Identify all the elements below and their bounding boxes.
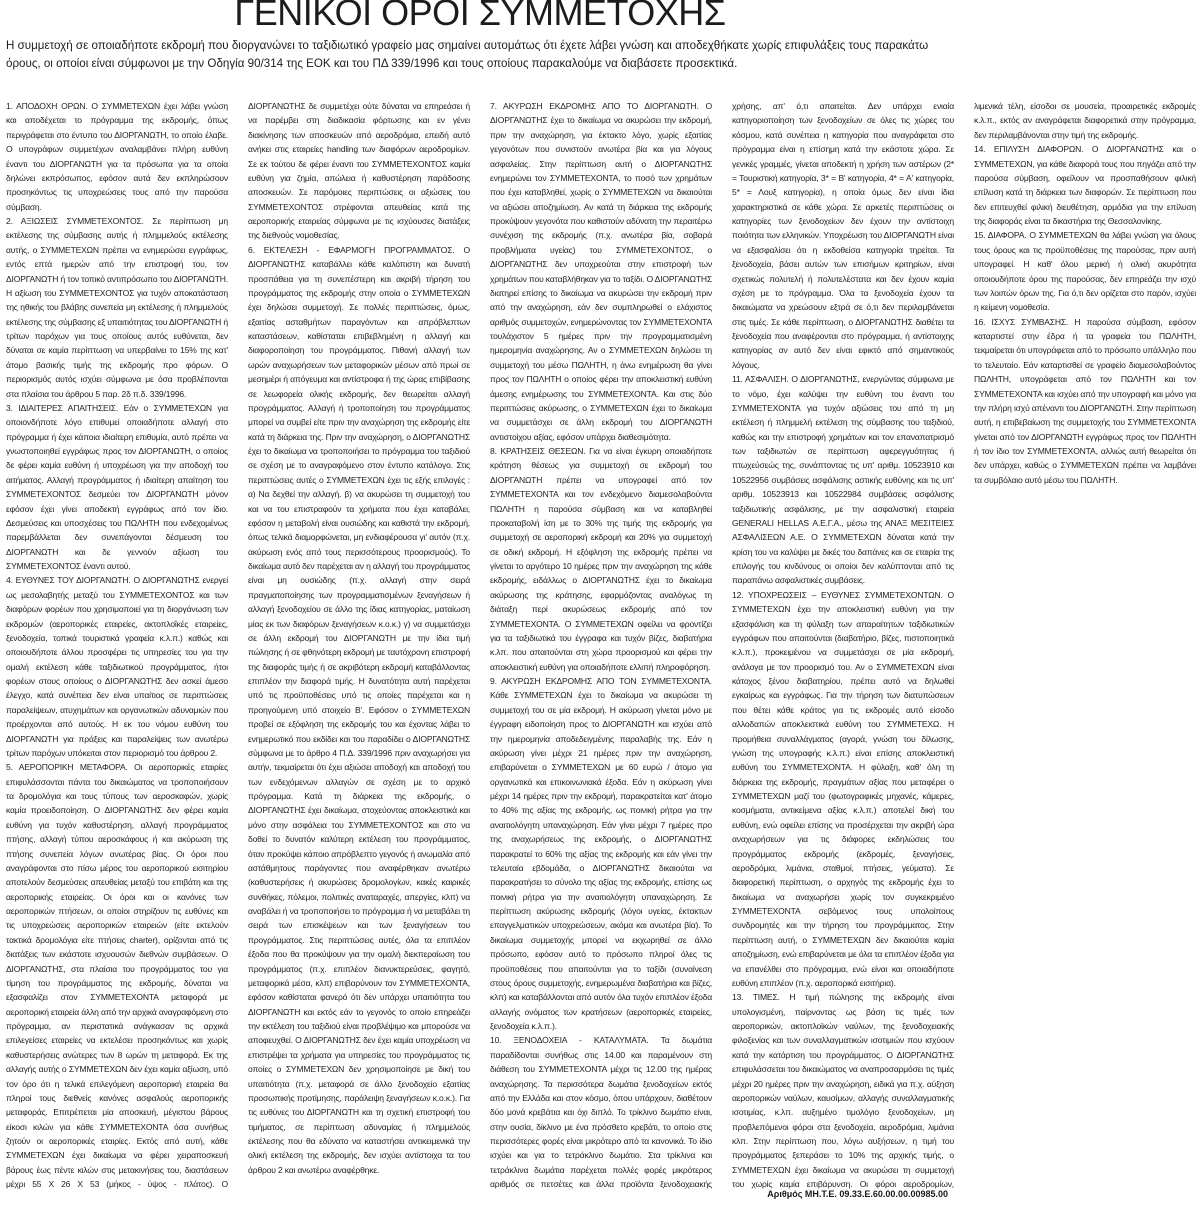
term-section-heading: 5. ΑΕΡΟΠΟΡΙΚΗ ΜΕΤΑΦΟΡΑ. <box>6 762 128 773</box>
term-section <box>490 444 712 674</box>
term-section-heading: 14. ΕΠΙΛΥΣΗ ΔΙΑΦΟΡΩΝ. <box>974 144 1084 155</box>
page-title: ΓΕΝΙΚΟΙ ΟΡΟΙ ΣΥΜΜΕΤΟΧΗΣ <box>234 0 726 33</box>
term-section-heading: 8. ΚΡΑΤΗΣΕΙΣ ΘΕΣΕΩΝ. <box>490 446 586 456</box>
term-section-heading: 10. ΞΕΝΟΔΟΧΕΙΑ - ΚΑΤΑΛΥΜΑΤΑ. <box>490 1035 649 1046</box>
term-section-heading: 1. ΑΠΟΔΟΧΗ ΟΡΩΝ. <box>6 101 88 111</box>
term-section-heading: 12. ΥΠΟΧΡΕΩΣΕΙΣ – ΕΥΘΥΝΕΣ ΣΥΜΜΕΤΕΧΟΝΤΩΝ. <box>732 589 943 600</box>
term-section <box>732 588 954 991</box>
term-section-text: Ο ΔΙΟΡΓΑΝΩΤΗΣ έχει το δικαίωμα να ακυρώσει την εκδρομή, πριν την αναχώρηση, για έκτακτο λόγο, χωρίς εξαιτίας γεγονότων που συνιστούν ανωτέρα βία και για λόγους ασφαλείας. Στην περίπτωση αυτή ο ΔΙΟΡΓΑΝΩΤΗΣ ενημερώνει τον ΣΥΜΜΕΤΕΧΟΝΤΑ, το ποσό των χρημάτων που έχει καταβληθεί, χωρίς ο ΣΥΜΜΕΤΕΧΩΝ να δικαιούται να αξιώσει αποζημίωση. Αν κατά τη διάρκεια της εκδρομής προκύψουν γεγονότα που καθιστούν αδύνατη την περαιτέρω συνέχιση της εκδρομής (π.χ. ανωτέρα βία, σοβαρά προβλήματα υγείας) του ΣΥΜΜΕΤΕΧΟΝΤΟΣ, ο ΔΙΟΡΓΑΝΩΤΗΣ δεν υποχρεούται στην επιστροφή των χρημάτων που καταβλήθηκαν για το ταξίδι. Ο ΔΙΟΡΓΑΝΩΤΗΣ διατηρεί επίσης το δικαίωμα να ακυρώσει την εκδρομή πριν από την αναχώρηση, εάν δεν συμπληρωθεί ο ελάχιστος αριθμός συμμετοχών, ενημερώνοντας τον ΣΥΜΜΕΤΕΧΟΝΤΑ τουλάχιστον 5 ημέρες πριν την προγραμματισμένη ημερομηνία αναχώρησης. Αν ο ΣΥΜΜΕΤΕΧΩΝ δηλώσει τη συμμετοχή του μέσω ΠΩΛΗΤΗ, η άνω ενημέρωση θα γίνει προς τον ΠΩΛΗΤΗ ο οποίος φέρει την αποκλειστική ευθύνη άμεσης ενημέρωσης του ΣΥΜΜΕΤΕΧΟΝΤΑ. Και στις δύο περιπτώσεις ακύρωσης, ο ΣΥΜΜΕΤΕΧΩΝ έχει το δικαίωμα να συμμετάσχει σε άλλη εκδρομή του ΔΙΟΡΓΑΝΩΤΗ αντιστοίχου αξίας, εφόσον υπάρχει διαθεσιμότητα. <box>490 101 712 442</box>
term-section <box>490 99 712 444</box>
term-section-text: Οι αεροπορικές εταιρίες επιφυλάσσονται πάντα του δικαιώματος να τροποποιήσουν τα δρομολόγια και τους τύπους των αεροσκαφών, χωρίς καμία προειδοποίηση. Ο ΔΙΟΡΓΑΝΩΤΗΣ δεν φέρει καμία ευθύνη για τυχόν καθυστέρηση, αλλαγή προγράμματος πτήσης, αλλαγή τύπου αεροσκάφους ή και ακύρωση της πτήσης συνεπεία λόγων ανωτέρας βίας. Οι όροι που αναγράφονται στο πίσω μέρος του αεροπορικού εισιτηρίου αποτελούν δεσμεύσεις απευθείας μεταξύ του επιβάτη και της αεροπορικής εταιρείας. Οι όροι και οι κανόνες των αεροπορικών πτήσεων, οι οποίοι στηρίζουν τις ευθύνες και τις υποχρεώσεις αεροπορικών εταιρειών (είτε εκτελούν τακτικά δρομολόγια είτε πτήσεις charter), ορίζονται από τις διατάξεις των εκάστοτε ισχυουσών διεθνών συμβάσεων. Ο ΔΙΟΡΓΑΝΩΤΗΣ, στα πλαίσια του προγράμματος του για τίμηση του προγράμματος της εκδρομής, δύναται να εξασφαλίζει στον ΣΥΜΜΕΤΕΧΟΝΤΑ μεταφορά με αεροπορική εταιρεία άλλη από την αρχικά αναγραφόμενη στο πρόγραμμα, αν περιστατικά ανάγκασαν τις αρχικά επιλεγείσες εταιρείες να εκτελέσει προσηκόντως και χωρίς καθυστερήσεις ανώτερες των 8 ωρών τη μεταφορά. Εκ της αλλαγής αυτής ο ΣΥΜΜΕΤΕΧΩΝ δεν έχει καμία αξίωση, υπό τον όρο ότι η τελικά επιλεγόμενη αεροπορική εταιρεία θα πληροί τους διεθνείς κανόνες ασφαλούς αεροπορικής μεταφοράς. Επιτρέπεται μία αποσκευή, μέγιστου βάρους είκοσι κιλών για κάθε ΣΥΜΜΕΤΕΧΟΝΤΑ όσα συνήθως ζητούν οι αεροπορικές εταιρίες. Εκτός από αυτή, κάθε ΣΥΜΜΕΤΕΧΩΝ έχει δικαίωμα να φέρει χειραποσκευή βάρους έως πέντε κιλών στις μετακινήσεις του, διαστάσεων μέχρι 55 Χ 26 Χ 53 (μήκος - ύψος - πλάτος). Ο ΔΙΟΡΓΑΝΩΤΗΣ δε συμμετέχει ούτε δύναται να επηρεάσει ή να παρέμβει στη διαδικασία φόρτωσης και εν γένει διακίνησης των αποσκευών από αεροδρόμια, επειδή αυτό ανήκει στις εταιρείες handling των διαφόρων αεροδρομίων. Σε εκ τούτου δε φέρει έναντι του ΣΥΜΜΕΤΕΧΟΝΤΟΣ καμία ευθύνη για ζημία, απώλεια ή καθυστέρηση παράδοσης αποσκευών. Σε παρόμοιες περιπτώσεις οι αξιώσεις του ΣΥΜΜΕΤΕΧΟΝΤΟΣ στρέφονται απευθείας κατά της αεροπορικής εταιρείας σύμφωνα με τις ισχύουσες διατάξεις της διεθνούς νομοθεσίας. <box>6 101 470 1190</box>
term-section-text: Εάν ο ΣΥΜΜΕΤΕΧΩΝ για οποιονδήποτε λόγο επιθυμεί οποιαδήποτε αλλαγή στο πρόγραμμα ή έχει κάποια ιδιαίτερη επιθυμία, αυτό πρέπει να γνωστοποιηθεί εγγράφως προς τον ΔΙΟΡΓΑΝΩΤΗ, ο οποίος δε φέρει καμία ευθύνη ή υποχρέωση για την αποδοχή του αιτήματος. Αλλαγή προγράμματος ή ιδιαίτερη απαίτηση του ΣΥΜΜΕΤΕΧΟΝΤΟΣ δεσμεύει τον ΔΙΟΡΓΑΝΩΤΗ μόνον εφόσον έχει γίνει αποδεκτή εγγράφως από τον ίδιο. Δεσμεύσεις και υποσχέσεις του ΠΩΛΗΤΗ που ενδεχομένως παρεμβάλλεται δεν συνεπάγονται δέσμευση του ΔΙΟΡΓΑΝΩΤΗ και δε γεννούν αξίωση του ΣΥΜΜΕΤΕΧΟΝΤΟΣ έναντι αυτού. <box>6 402 228 571</box>
term-section-text: Κάθε ΣΥΜΜΕΤΕΧΩΝ έχει το δικαίωμα να ακυρώσει τη συμμετοχή του σε μία εκδρομή. Η ακύρωση γίνεται μόνο με έγγραφη ειδοποίηση προς το ΔΙΟΡΓΑΝΩΤΗ και ισχύει από την ημερομηνία αποδεδειγμένης παραλαβής της. Εάν η ακύρωση γίνει μέχρι 21 ημέρες πριν την αναχώρηση, επιβαρύνεται ο ΣΥΜΜΕΤΕΧΩΝ με 60 ευρώ / άτομο για οργανωτικά και επικοινωνιακά έξοδα. Εάν η ακύρωση γίνει μέχρι 14 ημέρες πριν την εκδρομή, παρακρατείται κατ' άτομο το 40% της αξίας της εκδρομής, ως ποινική ρήτρα για την αναιτιολόγητη υπαναχώρηση. Εάν γίνει μέχρι 7 ημέρες προ της αναχωρήσεως της εκδρομής, ο ΔΙΟΡΓΑΝΩΤΗΣ παρακρατεί το 60% της αξίας της εκδρομής και εάν γίνει την τελευταία εβδομάδα, ο ΔΙΟΡΓΑΝΩΤΗΣ δικαιούται να παρακρατήσει το σύνολο της αξίας της εκδρομής, επίσης ως ποινική ρήτρα για την αναιτιολόγητη υπαναχώρηση. Σε περίπτωση ακύρωσης εκδρομής (λόγοι υγείας, έκτακτων επαγγελματικών υποχρεώσεων, ακόμα και ανωτέρα βία). Το δικαίωμα συμμετοχής μπορεί να εκχωρηθεί σε άλλο πρόσωπο, εφόσον αυτό το πρόσωπο πληροί όλες τις προϋποθέσεις που απαιτούνται για το ταξίδι (συναίνεση στους όρους συμμετοχής, ενημερωμένα διαβατήρια και βίζες, κλπ) και καταβάλλονται από αυτόν όλα τυχόν επιπλέον έξοδα αλλαγής ονόματος των κρατήσεων (αεροπορικές εταιρείες, ξενοδοχεία κ.λ.π.). <box>490 690 712 1031</box>
term-section <box>6 401 228 574</box>
term-section <box>974 228 1196 314</box>
term-section <box>974 315 1196 488</box>
term-section-text: Ο ΔΙΟΡΓΑΝΩΤΗΣ καταβάλλει κάθε καλόπιστη και δυνατή προσπάθεια για τη συνεπέστερη και ακριβή τήρηση του προγράμματος της εκδρομής στην οποία ο ΣΥΜΜΕΤΕΧΩΝ έχει δηλώσει συμμετοχή. Σε πολλές περιπτώσεις, όμως, εξαιτίας ασταθμήτων παραγόντων και απρόβλεπτων καταστάσεων, καθίσταται επιβεβλημένη η αλλαγή και διαφοροποίηση του προγράμματος. Πιθανή αλλαγή των ωρών αναχωρήσεων των μεταφορικών μέσων από πρωί σε μεσημέρι ή απόγευμα και αντίστροφα ή της ώρας επιβίβασης σε λεωφορεία ολικής εκδρομής, δεν θεωρείται αλλαγή προγράμματος. Αλλαγή ή τροποποίηση του προγράμματος μπορεί να συμβεί είτε πριν την αναχώρηση της εκδρομής είτε κατά τη διάρκεια της. Πριν την αναχώρηση, ο ΔΙΟΡΓΑΝΩΤΗΣ έχει το δικαίωμα να τροποποιήσει το πρόγραμμα του ταξιδιού σε σχέση με το αναγραφόμενο στον έντυπο κατάλογο. Στις περιπτώσεις αυτές ο ΣΥΜΜΕΤΕΧΩΝ έχει τις εξής επιλογές : α) Να δεχθεί την αλλαγή. β) να ακυρώσει τη συμμετοχή του και να του επιστραφούν τα χρήματα που έχει καταβάλει, εφόσον η μεταβολή είναι ουσιώδης και καθιστά την εκδρομή, όπως τελικά διαμορφώνεται, μη ενδιαφέρουσα γι' αυτόν (π.χ. ακύρωση ενός από τους περισσότερους προορισμούς). Το δικαίωμα αυτό δεν παρέχεται αν η αλλαγή του προγράμματος είναι μη ουσιώδης (π.χ. αλλαγή στην σειρά πραγματοποίησης των προγραμματισμένων ξεναγήσεων ή αλλαγή ξενοδοχείου σε άλλο της ίδιας κατηγορίας, ματαίωση μίας εκ των διαφόρων ξεναγήσεων κ.ο.κ.) γ) να συμμετάσχει σε άλλη εκδρομή του ΔΙΟΡΓΑΝΩΤΗ με την ίδια τιμή πώλησης ή σε φθηνότερη εκδρομή με ταυτόχρονη επιστροφή της διαφοράς τιμής ή σε ακριβότερη εκδρομή καταβάλλοντας επιπλέον την διαφορά τιμής. Η δυνατότητα αυτή παρέχεται υπό τις προϋποθέσεις υπό τις οποίες παρέχεται και η προηγούμενη υπό στοιχείο Β'. Εφόσον ο ΣΥΜΜΕΤΕΧΩΝ προβεί σε εξόφληση της εκδρομής του και έχοντας λάβει το ενημερωτικό που εκδίδει και του παραδίδει ο ΔΙΟΡΓΑΝΩΤΗΣ σύμφωνα με το άρθρο 4 Π.Δ. 339/1996 πριν αναχωρήσει για αυτήν, τεκμαίρεται ότι έχει αξιώσει αποδοχή και αποδοχή του των ενδεχόμενων αλλαγών σε σχέση με το αρχικό πρόγραμμα. Κατά τη διάρκεια της εκδρομής, ο ΔΙΟΡΓΑΝΩΤΗΣ έχει δικαίωμα, στοχεύοντας αποκλειστικά και μόνο στην ασφάλεια του ΣΥΜΜΕΤΕΧΟΝΤΟΣ και στο να δοθεί το δυνατόν καλύτερη εκτέλεση του προγράμματος, όταν προκύψει κάποιο απρόβλεπτο γεγονός ή ανωμαλία από αστάθμητους παράγοντες που αναφέρθηκαν ανωτέρω (καθυστερήσεις ή ακυρώσεις δρομολογίων, κακές καιρικές συνθήκες, πόλεμοι, πολιτικές αναταραχές, απεργίες, κλπ) να αναβάλει ή να τροποποιήσει το πρόγραμμα ή να μεταβάλει τη σειρά των επισκέψεων και των ξεναγήσεων του προγράμματος. Στις περιπτώσεις αυτές, όλα τα επιπλέον έξοδα που θα προκύψουν για την ομαλή διεκπεραίωση του προγράμματος (π.χ. επιπλέον διανυκτερεύσεις, φαγητό, μεταφορικά μέσα, κλπ) επιβαρύνουν τον ΣΥΜΜΕΤΕΧΟΝΤΑ, εφόσον καθίσταται φανερό ότι δεν υπάρχει υπαιτιότητα του ΔΙΟΡΓΑΝΩΤΗ και εκτός εάν το γεγονός το οποίο επηρεάζει την εκτέλεση του ταξιδιού είναι προβλέψιμο και μπορούσε να αποφευχθεί. Ο ΔΙΟΡΓΑΝΩΤΗΣ δεν έχει καμία υποχρέωση να επιστρέψει τα χρήματα για υπηρεσίες του προγράμματος τις οποίες ο ΣΥΜΜΕΤΕΧΩΝ δεν χρησιμοποίησε με δική του υπαιτιότητα (π.χ. μεταφορά σε άλλο ξενοδοχείο εξαιτίας προσωπικής προτίμησης, παράλειψη ξεναγήσεων κ.ο.κ.). Για τις ευθύνες του ΔΙΟΡΓΑΝΩΤΗ και τη σχετική επιστροφή του τιμήματος, σε περίπτωση αδυναμίας ή πλημμελούς εκτέλεσης που θα εδύνατο να καταστήσει αντικειμενικά την ολική εκτέλεση της εκδρομής, δεν ισχύει αντίστοιχα τα του άρθρου 2 και ανωτέρω αναφέρθηκε. <box>248 244 470 1175</box>
term-section-heading: 13. ΤΙΜΕΣ. <box>732 992 780 1003</box>
term-section-text: Ο ΔΙΟΡΓΑΝΩΤΗΣ και ο ΣΥΜΜΕΤΕΧΩΝ, για κάθε διαφορά τους που πηγάζει από την παρούσα σύμβαση, οφείλουν να προσπαθήσουν φιλική επίλυση κατά τη διάρκεια των διαφορών. Σε περίπτωση που δεν επιτευχθεί φιλική διευθέτηση, αρμόδια για την επίλυση της διαφοράς είναι τα δικαστήρια της Θεσσαλονίκης. <box>974 144 1196 226</box>
term-section <box>732 372 954 588</box>
terms-columns <box>6 99 1196 1201</box>
term-section-text: Η παρούσα σύμβαση, εφόσον καταρτιστεί στην έδρα ή τα γραφεία του ΠΩΛΗΤΗ, τεκμαίρεται ότι υπογράφεται από το πρόσωπο υπάλληλο που το τελευταίο. Εάν καταρτισθεί σε γραφείο διαμεσολαβούντος ΠΩΛΗΤΗ, υπογράφεται από τον ΠΩΛΗΤΗ και τον ΣΥΜΜΕΤΕΧΟΝΤΑ και ισχύει από την υπογραφή και μόνο για την πλήρη ισχύ απέναντι του ΔΙΟΡΓΑΝΩΤΗ. Στην περίπτωση αυτή, η επιβεβαίωση της συμμετοχής του ΣΥΜΜΕΤΕΧΟΝΤΑ γίνεται από τον ΔΙΟΡΓΑΝΩΤΗ εγγράφως προς τον ΠΩΛΗΤΗ ή τον ίδιο τον ΣΥΜΜΕΤΕΧΟΝΤΑ, αλλιώς αυτή θεωρείται ότι δεν υπάρχει, καθώς ο ΣΥΜΜΕΤΕΧΩΝ πρέπει να λαμβάνει τα συμβόλαιο αυτό μέσω του ΠΩΛΗΤΗ. <box>974 316 1196 485</box>
term-section-text: Ο ΔΙΟΡΓΑΝΩΤΗΣ, ενεργώντας σύμφωνα με το νόμο, έχει καλύψει την ευθύνη του έναντι του ΣΥΜΜΕΤΕΧΟΝΤΑ για τυχόν αξιώσεις του από τη μη εκτέλεση ή πλημμελή εκτέλεση της σύμβασης του ταξιδιού, καθώς και την επιστροφή χρημάτων και τον επαναπατρισμό των ταξιδιωτών σε περίπτωση αφερεγγυότητας ή πτωχεύσεώς της, συνάπτοντας τις υπ' αριθμ. 10523910 και 10522956 συμβάσεις ασφάλισης αστικής ευθύνης και τις υπ' αριθμ. 10523913 και 10522984 συμβάσεις ασφάλισης ταξιδιωτικής ασφάλισης, με την ασφαλιστική εταιρεία GENERALI HELLAS Α.Ε.Γ.Α., μέσω της ΑΝΑΞ ΜΕΣΙΤΕΙΕΣ ΑΣΦΑΛΙΣΕΩΝ Α.Ε. Ο ΣΥΜΜΕΤΕΧΩΝ δύναται κατά την κρίση του να καλύψει με δικές του δαπάνες και σε εταιρία της επιλογής του κινδύνους οι οποίοι δεν καλύπτονται από τις παραπάνω ασφαλιστικές συμβάσεις. <box>732 374 954 586</box>
term-section-heading: 16. ΙΣΧΥΣ ΣΥΜΒΑΣΗΣ. <box>974 316 1069 327</box>
term-section-heading: 4. ΕΥΘΥΝΕΣ ΤΟΥ ΔΙΟΡΓΑΝΩΤΗ. <box>6 575 131 586</box>
term-section-heading: 11. ΑΣΦΑΛΙΣΗ. <box>732 374 789 385</box>
term-section <box>248 243 470 1177</box>
term-section <box>974 142 1196 228</box>
term-section-heading: 3. ΙΔΙΑΙΤΕΡΕΣ ΑΠΑΙΤΗΣΕΙΣ. <box>6 402 119 413</box>
term-section-heading: 2. ΑΞΙΩΣΕΙΣ ΣΥΜΜΕΤΕΧΟΝΤΟΣ. <box>6 216 144 226</box>
term-section-text: Τα δωμάτια παραδίδονται συνήθως στις 14.00 και παραμένουν στη διάθεση του ΣΥΜΜΕΤΕΧΟΝΤΑ μέχρι τις 12.00 της ημέρας αναχώρησης. Τα περισσότερα δωμάτια ξενοδοχείων εκτός από την Ελλάδα και στον κόσμο, όπου υπάρχουν, διαθέτουν δύο μονά κρεβάτια και όχι διπλό. Το τρίκλινο δωμάτιο είναι, στην ουσία, δίκλινο με ένα πρόσθετο κρεβάτι, το οποίο στις περισσότερες φορές είναι μικρότερο από τα κανονικά. Το ίδιο ισχύει και για το τετράκλινο δωμάτιο. Στα τρίκλινα και τετράκλινα δωμάτια παρέχεται πολλές φορές μικρότερος αριθμός σε πετσέτες και άλλα προϊόντα ξενοδοχειακής χρήσης, απ' ό,τι απαιτείται. Δεν υπάρχει ενιαία κατηγοριοποίηση των ξενοδοχείων σε όλες τις χώρες του κόσμου, κατά συνέπεια η κατηγορία που αναγράφεται στο πρόγραμμα είναι η επίσημη κατά την εκάστοτε χώρα. Σε γενικές γραμμές, γίνεται αποδεκτή η χρήση των αστέρων (2* = Τουριστική κατηγορία, 3* = Β' κατηγορία, 4* = Α' κατηγορία, 5* = Λουξ κατηγορία), η οποία όμως δεν είναι ίδια χαρακτηριστικά σε κάθε χώρα. Σε αρκετές περιπτώσεις οι κατηγορίες των ξενοδοχείων δεν έχουν την αντίστοιχη ποιότητα των ελληνικών. Υποχρέωση του ΔΙΟΡΓΑΝΩΤΗ είναι να εξασφαλίσει ότι η εκδοθείσα κατηγορία τηρείται. Τα ξενοδοχεία, βάσει αυτών των επισήμων κριτηρίων, είναι σχετικώς πολυτελή ή πολυτελέστατα και δεν έχουν καμία σχέση με το πρόγραμμα. Όλα τα ξενοδοχεία έχουν τα δικαιώματα να χρεώσουν εξτρά σε ό,τι δεν περιλαμβάνεται στις τιμές. Σε κάθε περίπτωση, ο ΔΙΟΡΓΑΝΩΤΗΣ διαθέτει τα ξενοδοχεία που αναφέρονται στο πρόγραμμα, ή αντίστοιχης κατηγορίας αν αυτό δεν είναι εφικτό από σημαντικούς λόγους. <box>490 101 954 1190</box>
term-section-text: Ο ΣΥΜΜΕΤΕΧΩΝ θα λάβει γνώση για όλους τους όρους και τις προϋποθέσεις της παρούσας, πριν αυτή υπογραφεί. Η καθ' όλου μερική ή ολική ακυρότητα οποιουδήποτε όρου της παρούσας, δεν επηρεάζει την ισχύ των λοιπών όρων της. Για ό,τι δεν ορίζεται στο παρόν, ισχύει η κείμενη νομοθεσία. <box>974 230 1196 313</box>
term-section-heading: 6. ΕΚΤΕΛΕΣΗ - ΕΦΑΡΜΟΓΗ ΠΡΟΓΡΑΜΜΑΤΟΣ. <box>248 244 455 255</box>
term-section-text: Για να είναι έγκυρη οποιαδήποτε κράτηση θέσεως για συμμετοχή σε εκδρομή του ΔΙΟΡΓΑΝΩΤΗ πρέπει να υπογραφεί από τον ΣΥΜΜΕΤΕΧΟΝΤΑ και τον ενδεχόμενο διαμεσολαβούντα ΠΩΛΗΤΗ η παρούσα σύμβαση και να καταβληθεί προκαταβολή ίση με το 30% της τιμής της εκδρομής για συμμετοχή σε αεροπορική εκδρομή και 20% για συμμετοχή σε οδική εκδρομή. Η εξόφληση της εκδρομής πρέπει να γίνεται το αργότερο 10 ημέρες πριν την αναχώρηση της κάθε εκδρομής, ειδάλλως ο ΔΙΟΡΓΑΝΩΤΗΣ έχει το δικαίωμα ακύρωσης της κράτησης, εφαρμόζοντας αναλόγως τη διάταξη περί ακυρώσεως εκδρομής από τον ΣΥΜΜΕΤΕΧΟΝΤΑ. Ο ΣΥΜΜΕΤΕΧΩΝ οφείλει να φροντίζει για τα ταξιδιωτικά του έγγραφα και τυχόν βίζες, διαβατήρια κ.λπ. που απαιτούνται στη χώρα προορισμού και φέρει την αποκλειστική ευθύνη για οποιαδήποτε ελλιπή πληροφόρηση. <box>490 446 713 672</box>
term-section-text: Ο ΣΥΜΜΕΤΕΧΩΝ έχει την αποκλειστική ευθύνη για την εξασφάλιση και τη φύλαξη των απαραίτητων ταξιδιωτικών εγγράφων που απαιτούνται (διαβατήριο, βίζες, πιστοποιητικά κ.λ.π.), προκειμένου να συμμετάσχει σε μία εκδρομή, ανάλογα με τον προορισμό του. Αν ο ΣΥΜΜΕΤΕΧΩΝ είναι κάτοχος ξένου διαβατηρίου, πρέπει αυτό να δηλωθεί εγκαίρως και εγγράφως. Για την τήρηση των διατυπώσεων που θέτει κάθε κράτος για τις εκδρομές αυτό είσοδο αλλοδαπών αποκλειστικά ευθύνη του ΣΥΜΜΕΤΕΧΩ. Η προμήθεια συναλλάγματος (αγορά, γνώση του δίλωσης, γνώση της υπογραφής κ.λ.π.) είναι επίσης αποκλειστική ευθύνη του ΣΥΜΜΕΤΕΧΟΝΤΑ. Η φύλαξη, καθ' όλη τη διάρκεια της εκδρομής, πραγμάτων αξίας που μεταφέρει ο ΣΥΜΜΕΤΕΧΩΝ μαζί του (φωτογραφικές μηχανές, κάμερες, κοσμήματα, αντικείμενα αξίας κ.λ.π.) αποτελεί δική του ευθύνη, ενώ οφείλει επίσης να προσέρχεται την ακριβή ώρα αναχωρήσεων για τις διάφορες εκδηλώσεις του προγράμματος εκδρομής (εκδρομές, ξεναγήσεις, αεροδρόμια, λιμάνια, σταθμοί, πτήσεις, γεύματα). Σε διαφορετική περίπτωση, ο αρχηγός της εκδρομής έχει το δικαίωμα να αναχωρήσει χωρίς τον συγκεκριμένο ΣΥΜΜΕΤΕΧΟΝΤΑ σεβόμενος τους υπολοίπους συνδρομητές και την τήρηση του προγράμματος. Στην περίπτωση αυτή, ο ΣΥΜΜΕΤΕΧΩΝ δεν δικαιούται καμία αποζημίωση, ενώ επιβαρύνεται με όλα τα επιπλέον έξοδα για να επανέλθει στο πρόγραμμα, ενώ είναι και οποιαδήποτε ευθύνη επιπλέον (π.χ. αεροπορικά εισιτήρια). <box>732 589 954 988</box>
term-section <box>6 573 228 760</box>
intro-paragraph: Η συμμετοχή σε οποιαδήποτε εκδρομή που διοργανώνει το ταξιδιωτικό γραφείο μας σημαίνει αυτομάτως ότι έχετε λάβει γνώση και αποδεχθήκατε χωρίς επιφυλάξεις τους παρακάτω όρους, οι οποίοι είναι σύμφωνοι με την Οδηγία 90/314 της ΕΟΚ και του ΠΔ 339/1996 και τους οποίους παρακαλούμε να διαβάσετε προσεκτικά. <box>6 39 929 70</box>
term-section <box>490 674 712 1033</box>
term-section-text: Η τιμή πώλησης της εκδρομής είναι υπολογισμένη, παίρνοντας ως βάση τις τιμές των αεροπορικών, ακτοπλοϊκών ναύλων, της ξενοδοχειακής φιλοξενίας και των συναλλαγματικών ισοτιμιών που ισχύουν κατά την κατάρτιση του προγράμματος. Ο ΔΙΟΡΓΑΝΩΤΗΣ επιφυλάσσεται του δικαιώματος να αναπροσαρμόσει τις τιμές μέχρι 20 ημέρες πριν την αναχώρηση, ειδικά για π.χ. αύξηση αεροπορικών ναύλων, καυσίμων, αλλαγής συναλλαγματικής ισοτιμίας, κ.λπ. αυξημένο τιμολόγιο ξενοδοχείων, μη προβλεπόμενοι φόροι στα ξενοδοχεία, αεροδρόμια, λιμάνια κλπ. Στην περίπτωση που, λόγω αυξήσεων, η τιμή του προγράμματος ξεπεράσει το 10% της αρχικής τιμής, ο ΣΥΜΜΕΤΕΧΩΝ έχει δικαίωμα να ακυρώσει τη συμμετοχή του χωρίς καμία επιβάρυνση. Οι φόροι αεροδρομίων, λιμενικά τέλη, είσοδοι σε μουσεία, προαιρετικές εκδρομές κ.λ.π., εκτός αν αναγράφεται διαφορετικά στην πρόγραμμα, δεν περιλαμβάνονται στην τιμή της εκδρομής. <box>732 101 1196 1190</box>
term-section <box>6 214 228 401</box>
term-section-heading: 7. ΑΚΥΡΩΣΗ ΕΚΔΡΟΜΗΣ ΑΠΟ ΤΟ ΔΙΟΡΓΑΝΩΤΗ. <box>490 101 699 111</box>
term-section-text: Σε περίπτωση μη εκτέλεσης της σύμβασης αυτής ή πλημμελούς εκτέλεσης αυτής, ο ΣΥΜΜΕΤΕΧΩΝ πρέπει να ενημερώσει εγγράφως, εντός επτά ημερών από την επιστροφή του, τον ΔΙΟΡΓΑΝΩΤΗ ή τον τοπικό αντιπρόσωπο του ΔΙΟΡΓΑΝΩΤΗ. Η αξίωση του ΣΥΜΜΕΤΕΧΟΝΤΟΣ για τυχόν αποκατάσταση της ηθικής του βλάβης συνεπεία μη εκτέλεσης ή πλημμελούς εκτέλεσης της σύμβασης εξ υπαιτιότητας του ΔΙΟΡΓΑΝΩΤΗ ή τρίτων παρόχων για τους οποίους αυτός ευθύνεται, δεν δύναται σε καμία περίπτωση να υπερβαίνει το 15% της κατ' άτομο βασικής τιμής της εκδρομής προ φόρων. Ο περιορισμός αυτός ισχύει σύμφωνα με όσα προβλέπονται στα πλαίσια του άρθρου 5 παρ. 2δ π.δ. 339/1996. <box>6 216 228 399</box>
term-section-heading: 15. ΔΙΑΦΟΡΑ. <box>974 230 1027 241</box>
registry-number: Αριθμός ΜΗ.Τ.Ε. 09.33.Ε.60.00.00.00985.00 <box>767 1189 948 1199</box>
term-section-text: Ο ΣΥΜΜΕΤΕΧΩΝ έχει λάβει γνώση και αποδέχεται το πρόγραμμα της εκδρομής, όπως περιγράφεται στο έντυπο του ΔΙΟΡΓΑΝΩΤΗ, το οποίο έλαβε. Ο υπογράφων συμμετέχων αναλαμβάνει πλήρη ευθύνη έναντι του ΔΙΟΡΓΑΝΩΤΗ για τα πρόσωπα για τα οποία δηλώνει εκπρόσωπος, εφόσον αυτά δεν εκπληρώσουν προσηκόντως τις υποχρεώσεις τους από την παρούσα σύμβαση. <box>6 101 228 212</box>
term-section-text: Ο ΔΙΟΡΓΑΝΩΤΗΣ ενεργεί ως μεσολαβητής μεταξύ του ΣΥΜΜΕΤΕΧΟΝΤΟΣ και των διαφόρων φορέων που χρησιμοποιεί για τη διοργάνωση των εκδρομών (αεροπορικές εταιρείες, ακτοπλοΐκές εταιρείες, ξενοδοχεία, τοπικά τουριστικά γραφεία κ.λ.π.) καθώς και οποιουδήποτε άλλου προσφέρει τις υπηρεσίες του για την ομαλή εκτέλεση κάθε ταξιδιωτικού προγράμματος, ήτοι φορέων στους οποίους ο ΔΙΟΡΓΑΝΩΤΗΣ δεν ασκεί άμεσο έλεγχο, κατά συνέπεια δεν είναι υπαίτιος σε περιπτώσεις παραλείψεων, ατυχημάτων και οργανωτικών αδυναμιών που προέρχονται από αυτούς. Η εκ του νόμου ευθύνη του ΔΙΟΡΓΑΝΩΤΗ για πράξεις και παραλείψεις των ανωτέρω τρίτων παρόχων υπόκειται στον περιορισμό του άρθρου 2. <box>6 575 228 758</box>
term-section <box>6 99 228 214</box>
term-section-heading: 9. ΑΚΥΡΩΣΗ ΕΚΔΡΟΜΗΣ ΑΠΟ ΤΟΝ ΣΥΜΜΕΤΕΧΟΝΤΑ. <box>490 676 712 686</box>
